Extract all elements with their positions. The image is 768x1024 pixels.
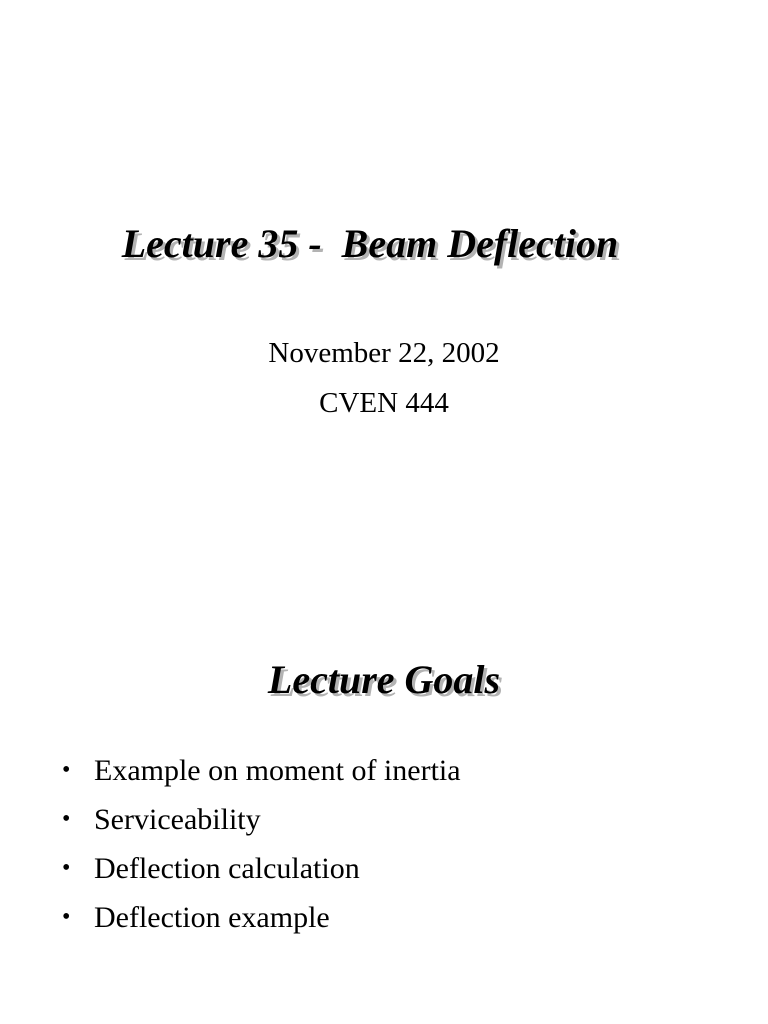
lecture-title: Lecture 35 - Beam Deflection	[121, 221, 619, 266]
goal-text: Serviceability	[94, 803, 261, 836]
lecture-date: November 22, 2002	[268, 337, 500, 369]
goal-item	[62, 795, 461, 844]
course-code: CVEN 444	[319, 387, 449, 419]
goal-text: Example on moment of inertia	[94, 754, 461, 787]
goal-item	[62, 844, 461, 893]
bullet-icon: •	[62, 855, 71, 881]
goal-text: Deflection example	[94, 901, 330, 934]
bullet-icon: •	[62, 806, 71, 832]
bullet-icon: •	[62, 904, 71, 930]
goal-text: Deflection calculation	[94, 852, 360, 885]
goal-item	[62, 893, 461, 942]
goals-list	[62, 746, 461, 942]
goals-title: Lecture Goals	[267, 657, 501, 702]
goal-item	[62, 746, 461, 795]
bullet-icon: •	[62, 757, 71, 783]
